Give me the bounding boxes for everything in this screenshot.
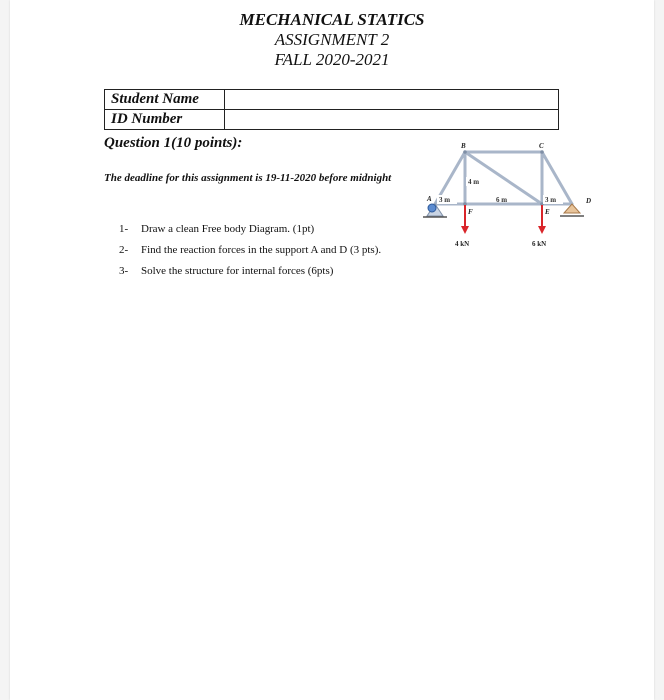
- dim-4m: 4 m: [468, 178, 480, 186]
- node-label-f: F: [468, 208, 473, 216]
- task-text: Draw a clean Free body Diagram. (1pt): [141, 223, 315, 235]
- load-f-label: 4 kN: [455, 240, 470, 248]
- task-text: Find the reaction forces in the support A and D (3 pts).: [141, 244, 382, 256]
- dim-3m-left: 3 m: [439, 196, 451, 204]
- node-label-b: B: [461, 142, 466, 150]
- task-text: Solve the structure for internal forces (6pts): [141, 265, 334, 277]
- load-e-label: 6 kN: [532, 240, 547, 248]
- student-info-table: [104, 89, 559, 130]
- node-label-c: C: [539, 142, 544, 150]
- node-label-d: D: [586, 197, 592, 205]
- student-name-field[interactable]: [225, 90, 559, 110]
- support-a: [423, 204, 447, 217]
- assignment-title: ASSIGNMENT 2: [274, 30, 390, 49]
- dim-6m: 6 m: [496, 196, 508, 204]
- node-label-e: E: [545, 208, 550, 216]
- id-number-label: ID Number: [105, 110, 225, 130]
- semester-title: FALL 2020-2021: [274, 50, 390, 69]
- question-title: Question 1(10 points):: [104, 135, 243, 151]
- support-d: [560, 204, 584, 216]
- task-list: [119, 222, 381, 285]
- task-item: [119, 222, 381, 243]
- task-number: 2-: [119, 244, 129, 256]
- student-name-label: Student Name: [105, 90, 225, 110]
- task-item: [119, 264, 381, 285]
- truss-diagram: [418, 140, 608, 255]
- student-name-row: [105, 90, 559, 110]
- task-item: [119, 243, 381, 264]
- dim-3m-right: 3 m: [545, 196, 557, 204]
- node-label-a: A: [427, 195, 432, 203]
- task-number: 3-: [119, 265, 129, 277]
- id-number-row: [105, 110, 559, 130]
- document-header: [0, 10, 664, 70]
- deadline-note: The deadline for this assignment is 19-11-2020 before midnight: [104, 172, 392, 184]
- course-title: MECHANICAL STATICS: [239, 10, 425, 29]
- id-number-field[interactable]: [225, 110, 559, 130]
- task-number: 1-: [119, 223, 129, 235]
